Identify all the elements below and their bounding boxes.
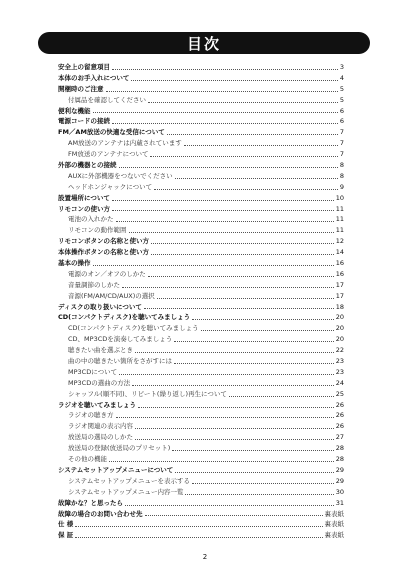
toc-entry-label: 電池の入れかた xyxy=(68,215,114,224)
toc-entry xyxy=(58,127,344,138)
toc-title-bar xyxy=(38,32,370,54)
toc-entry-label: ディスクの取り扱いについて xyxy=(58,302,142,311)
toc-entry-page: 11 xyxy=(335,226,344,235)
toc-entry-page: 22 xyxy=(335,346,344,355)
toc-entry-label: 曲の中の聴きたい箇所をさがすには xyxy=(68,357,172,366)
toc-entry-label: 付属品を確認してください xyxy=(68,95,146,104)
toc-entry xyxy=(58,487,344,498)
toc-entry xyxy=(58,280,344,291)
toc-entry xyxy=(58,73,344,84)
dot-leader xyxy=(157,298,334,299)
toc-entry xyxy=(58,236,344,247)
toc-entry xyxy=(58,116,344,127)
toc-entry xyxy=(58,454,344,465)
toc-entry-label: 聴きたい曲を選ぶとき xyxy=(68,346,133,355)
toc-entry-page: 29 xyxy=(335,476,344,485)
toc-entry-page: 31 xyxy=(335,498,344,507)
dot-leader xyxy=(75,526,322,527)
page-number: 2 xyxy=(202,553,208,561)
toc-entry xyxy=(58,334,344,345)
toc-entry xyxy=(58,356,344,367)
toc-title: 目次 xyxy=(186,34,221,53)
toc-entry-label: MP3CDについて xyxy=(68,367,118,376)
toc-entry-label: 故障かな？と思ったら xyxy=(58,498,123,507)
dot-leader xyxy=(93,112,338,113)
toc-entry-page: 5 xyxy=(339,84,344,93)
toc-entry xyxy=(58,519,344,530)
dot-leader xyxy=(154,189,338,190)
toc-entry xyxy=(58,302,344,313)
toc-entry-page: 26 xyxy=(335,400,344,409)
toc-entry-page: 8 xyxy=(339,171,344,180)
dot-leader xyxy=(151,254,334,255)
toc-entry xyxy=(58,225,344,236)
dot-leader xyxy=(148,102,338,103)
dot-leader xyxy=(112,200,334,201)
toc-entry xyxy=(58,291,344,302)
toc-entry-label: 電源コードの接続 xyxy=(58,117,110,126)
dot-leader xyxy=(125,505,334,506)
toc-entry xyxy=(58,84,344,95)
toc-entry xyxy=(58,258,344,269)
toc-entry xyxy=(58,106,344,117)
toc-entry xyxy=(58,149,344,160)
toc-entry-label: システムセットアップメニュー内容一覧 xyxy=(68,487,184,496)
toc-entry-page: 25 xyxy=(335,389,344,398)
toc-entry-page: 17 xyxy=(335,291,344,300)
toc-entry xyxy=(58,193,344,204)
toc-entry-page: 29 xyxy=(335,465,344,474)
toc-entry-label: ラジオを聴いてみましょう xyxy=(58,400,136,409)
dot-leader xyxy=(150,156,337,157)
dot-leader xyxy=(145,515,323,516)
toc-entry-label: 音源(FM/AM/CD/AUX)の選択 xyxy=(68,291,155,300)
table-of-contents xyxy=(58,62,344,541)
toc-entry-label: 保 証 xyxy=(58,531,74,540)
dot-leader xyxy=(112,69,338,70)
toc-entry-page: 16 xyxy=(335,259,344,268)
toc-entry-label: AUXに外部機器をつないでください xyxy=(68,171,173,180)
dot-leader xyxy=(119,167,338,168)
toc-entry-label: AM放送のアンテナは内蔵されています xyxy=(68,139,182,148)
toc-entry xyxy=(58,312,344,323)
toc-entry xyxy=(58,443,344,454)
toc-entry-page: 3 xyxy=(339,62,344,71)
toc-entry-page: 14 xyxy=(335,248,344,257)
toc-entry xyxy=(58,345,344,356)
toc-entry xyxy=(58,432,344,443)
toc-entry-label: シャッフル(順不同)、リピート(繰り返し)再生について xyxy=(68,389,227,398)
toc-entry xyxy=(58,160,344,171)
toc-entry-page: 6 xyxy=(339,117,344,126)
toc-entry-label: 開梱時のご注意 xyxy=(58,84,104,93)
toc-entry xyxy=(58,421,344,432)
dot-leader xyxy=(116,417,334,418)
toc-entry-page: 6 xyxy=(339,106,344,115)
toc-entry-label: CD(コンパクトディスク)を聴いてみましょう xyxy=(58,313,191,322)
toc-entry-label: その他の機能 xyxy=(68,455,107,464)
toc-entry-page: 7 xyxy=(339,150,344,159)
toc-entry xyxy=(58,269,344,280)
toc-entry-page: 裏表紙 xyxy=(324,520,344,529)
toc-entry-label: 放送局の登録(放送局のプリセット) xyxy=(68,444,171,453)
dot-leader xyxy=(201,330,334,331)
dot-leader xyxy=(75,537,322,538)
dot-leader xyxy=(135,439,334,440)
toc-entry-label: 設置場所について xyxy=(58,193,110,202)
dot-leader xyxy=(172,450,333,451)
toc-entry-label: リモコンボタンの名称と使い方 xyxy=(58,237,149,246)
toc-entry-label: システムセットアップメニューについて xyxy=(58,465,174,474)
toc-entry-page: 17 xyxy=(335,280,344,289)
dot-leader xyxy=(129,232,334,233)
toc-entry-page: 20 xyxy=(335,313,344,322)
toc-entry-label: 音量調節のしかた xyxy=(68,280,120,289)
dot-leader xyxy=(112,123,338,124)
toc-entry-page: 7 xyxy=(339,139,344,148)
toc-entry-label: 基本の操作 xyxy=(58,259,91,268)
toc-entry xyxy=(58,171,344,182)
toc-entry-label: CD、MP3CDを演奏してみましょう xyxy=(68,335,173,344)
toc-entry-page: 10 xyxy=(335,193,344,202)
toc-entry-label: リモコンの動作範囲 xyxy=(68,226,127,235)
toc-entry-page: 11 xyxy=(335,215,344,224)
dot-leader xyxy=(131,80,337,81)
dot-leader xyxy=(116,221,334,222)
dot-leader xyxy=(229,396,334,397)
toc-entry xyxy=(58,530,344,541)
dot-leader xyxy=(167,134,338,135)
toc-entry-page: 7 xyxy=(339,128,344,137)
toc-entry-page: 20 xyxy=(335,324,344,333)
toc-entry-page: 9 xyxy=(339,182,344,191)
toc-entry-label: 仕 様 xyxy=(58,520,74,529)
toc-entry-label: リモコンの使い方 xyxy=(58,204,110,213)
toc-entry-label: 電源のオン／オフのしかた xyxy=(68,269,146,278)
toc-entry-page: 28 xyxy=(335,444,344,453)
dot-leader xyxy=(184,145,338,146)
toc-entry xyxy=(58,247,344,258)
dot-leader xyxy=(135,352,334,353)
toc-entry-page: 16 xyxy=(335,269,344,278)
toc-entry-label: システムセットアップメニューを表示する xyxy=(68,476,190,485)
toc-entry xyxy=(58,95,344,106)
toc-entry-label: ラジオの聴き方 xyxy=(68,411,114,420)
dot-leader xyxy=(174,363,334,364)
toc-entry-page: 18 xyxy=(335,302,344,311)
toc-entry xyxy=(58,411,344,422)
toc-entry-label: FM放送のアンテナについて xyxy=(68,150,149,159)
toc-entry-page: 23 xyxy=(335,367,344,376)
dot-leader xyxy=(175,472,333,473)
dot-leader xyxy=(185,494,333,495)
toc-entry xyxy=(58,204,344,215)
toc-entry-label: ヘッドホンジャックについて xyxy=(68,182,153,191)
toc-entry xyxy=(58,367,344,378)
toc-entry xyxy=(58,389,344,400)
dot-leader xyxy=(109,461,334,462)
dot-leader xyxy=(148,276,334,277)
dot-leader xyxy=(144,308,334,309)
toc-entry xyxy=(58,498,344,509)
toc-entry-label: 外部の機器との接続 xyxy=(58,161,117,169)
dot-leader xyxy=(135,428,334,429)
toc-entry xyxy=(58,476,344,487)
toc-entry-label: 本体操作ボタンの名称と使い方 xyxy=(58,248,149,257)
toc-entry-label: 安全上の留意項目 xyxy=(58,62,110,71)
toc-entry-page: 8 xyxy=(339,161,344,169)
dot-leader xyxy=(174,341,333,342)
toc-entry xyxy=(58,465,344,476)
toc-entry-page: 20 xyxy=(335,335,344,344)
toc-entry xyxy=(58,509,344,520)
toc-entry-page: 24 xyxy=(335,378,344,387)
toc-entry-page: 26 xyxy=(335,411,344,420)
toc-entry-label: 放送局の選局のしかた xyxy=(68,433,133,442)
toc-entry-page: 12 xyxy=(335,237,344,246)
toc-entry-label: MP3CDの選曲の方法 xyxy=(68,378,131,387)
toc-entry-page: 11 xyxy=(335,204,344,213)
toc-entry-label: 本体のお手入れについて xyxy=(58,73,130,82)
dot-leader xyxy=(132,385,334,386)
toc-entry-page: 27 xyxy=(335,433,344,442)
toc-entry-page: 30 xyxy=(335,487,344,496)
toc-entry-page: 裏表紙 xyxy=(324,531,344,540)
dot-leader xyxy=(112,210,334,211)
toc-entry xyxy=(58,182,344,193)
dot-leader xyxy=(192,483,334,484)
dot-leader xyxy=(192,319,334,320)
toc-entry-page: 23 xyxy=(335,357,344,366)
toc-entry xyxy=(58,62,344,73)
dot-leader xyxy=(93,265,334,266)
toc-entry xyxy=(58,378,344,389)
toc-entry-label: FM／AM放送の快適な受信について xyxy=(58,128,165,137)
dot-leader xyxy=(106,91,338,92)
dot-leader xyxy=(151,243,334,244)
dot-leader xyxy=(175,178,338,179)
dot-leader xyxy=(122,287,334,288)
toc-entry-label: CD(コンパクトディスク)を聴いてみましょう xyxy=(68,324,199,333)
toc-entry-page: 裏表紙 xyxy=(324,509,344,518)
toc-entry-page: 4 xyxy=(339,73,344,82)
toc-entry-label: 故障の場合のお問い合わせ先 xyxy=(58,509,143,518)
toc-entry xyxy=(58,323,344,334)
toc-entry-page: 5 xyxy=(339,95,344,104)
toc-entry-label: 便利な機能 xyxy=(58,106,91,115)
dot-leader xyxy=(119,374,334,375)
toc-entry xyxy=(58,400,344,411)
toc-entry xyxy=(58,214,344,225)
toc-entry xyxy=(58,138,344,149)
toc-entry-label: ラジオ関連の表示内容 xyxy=(68,422,133,431)
toc-entry-page: 26 xyxy=(335,422,344,431)
toc-entry-page: 28 xyxy=(335,455,344,464)
dot-leader xyxy=(138,407,334,408)
